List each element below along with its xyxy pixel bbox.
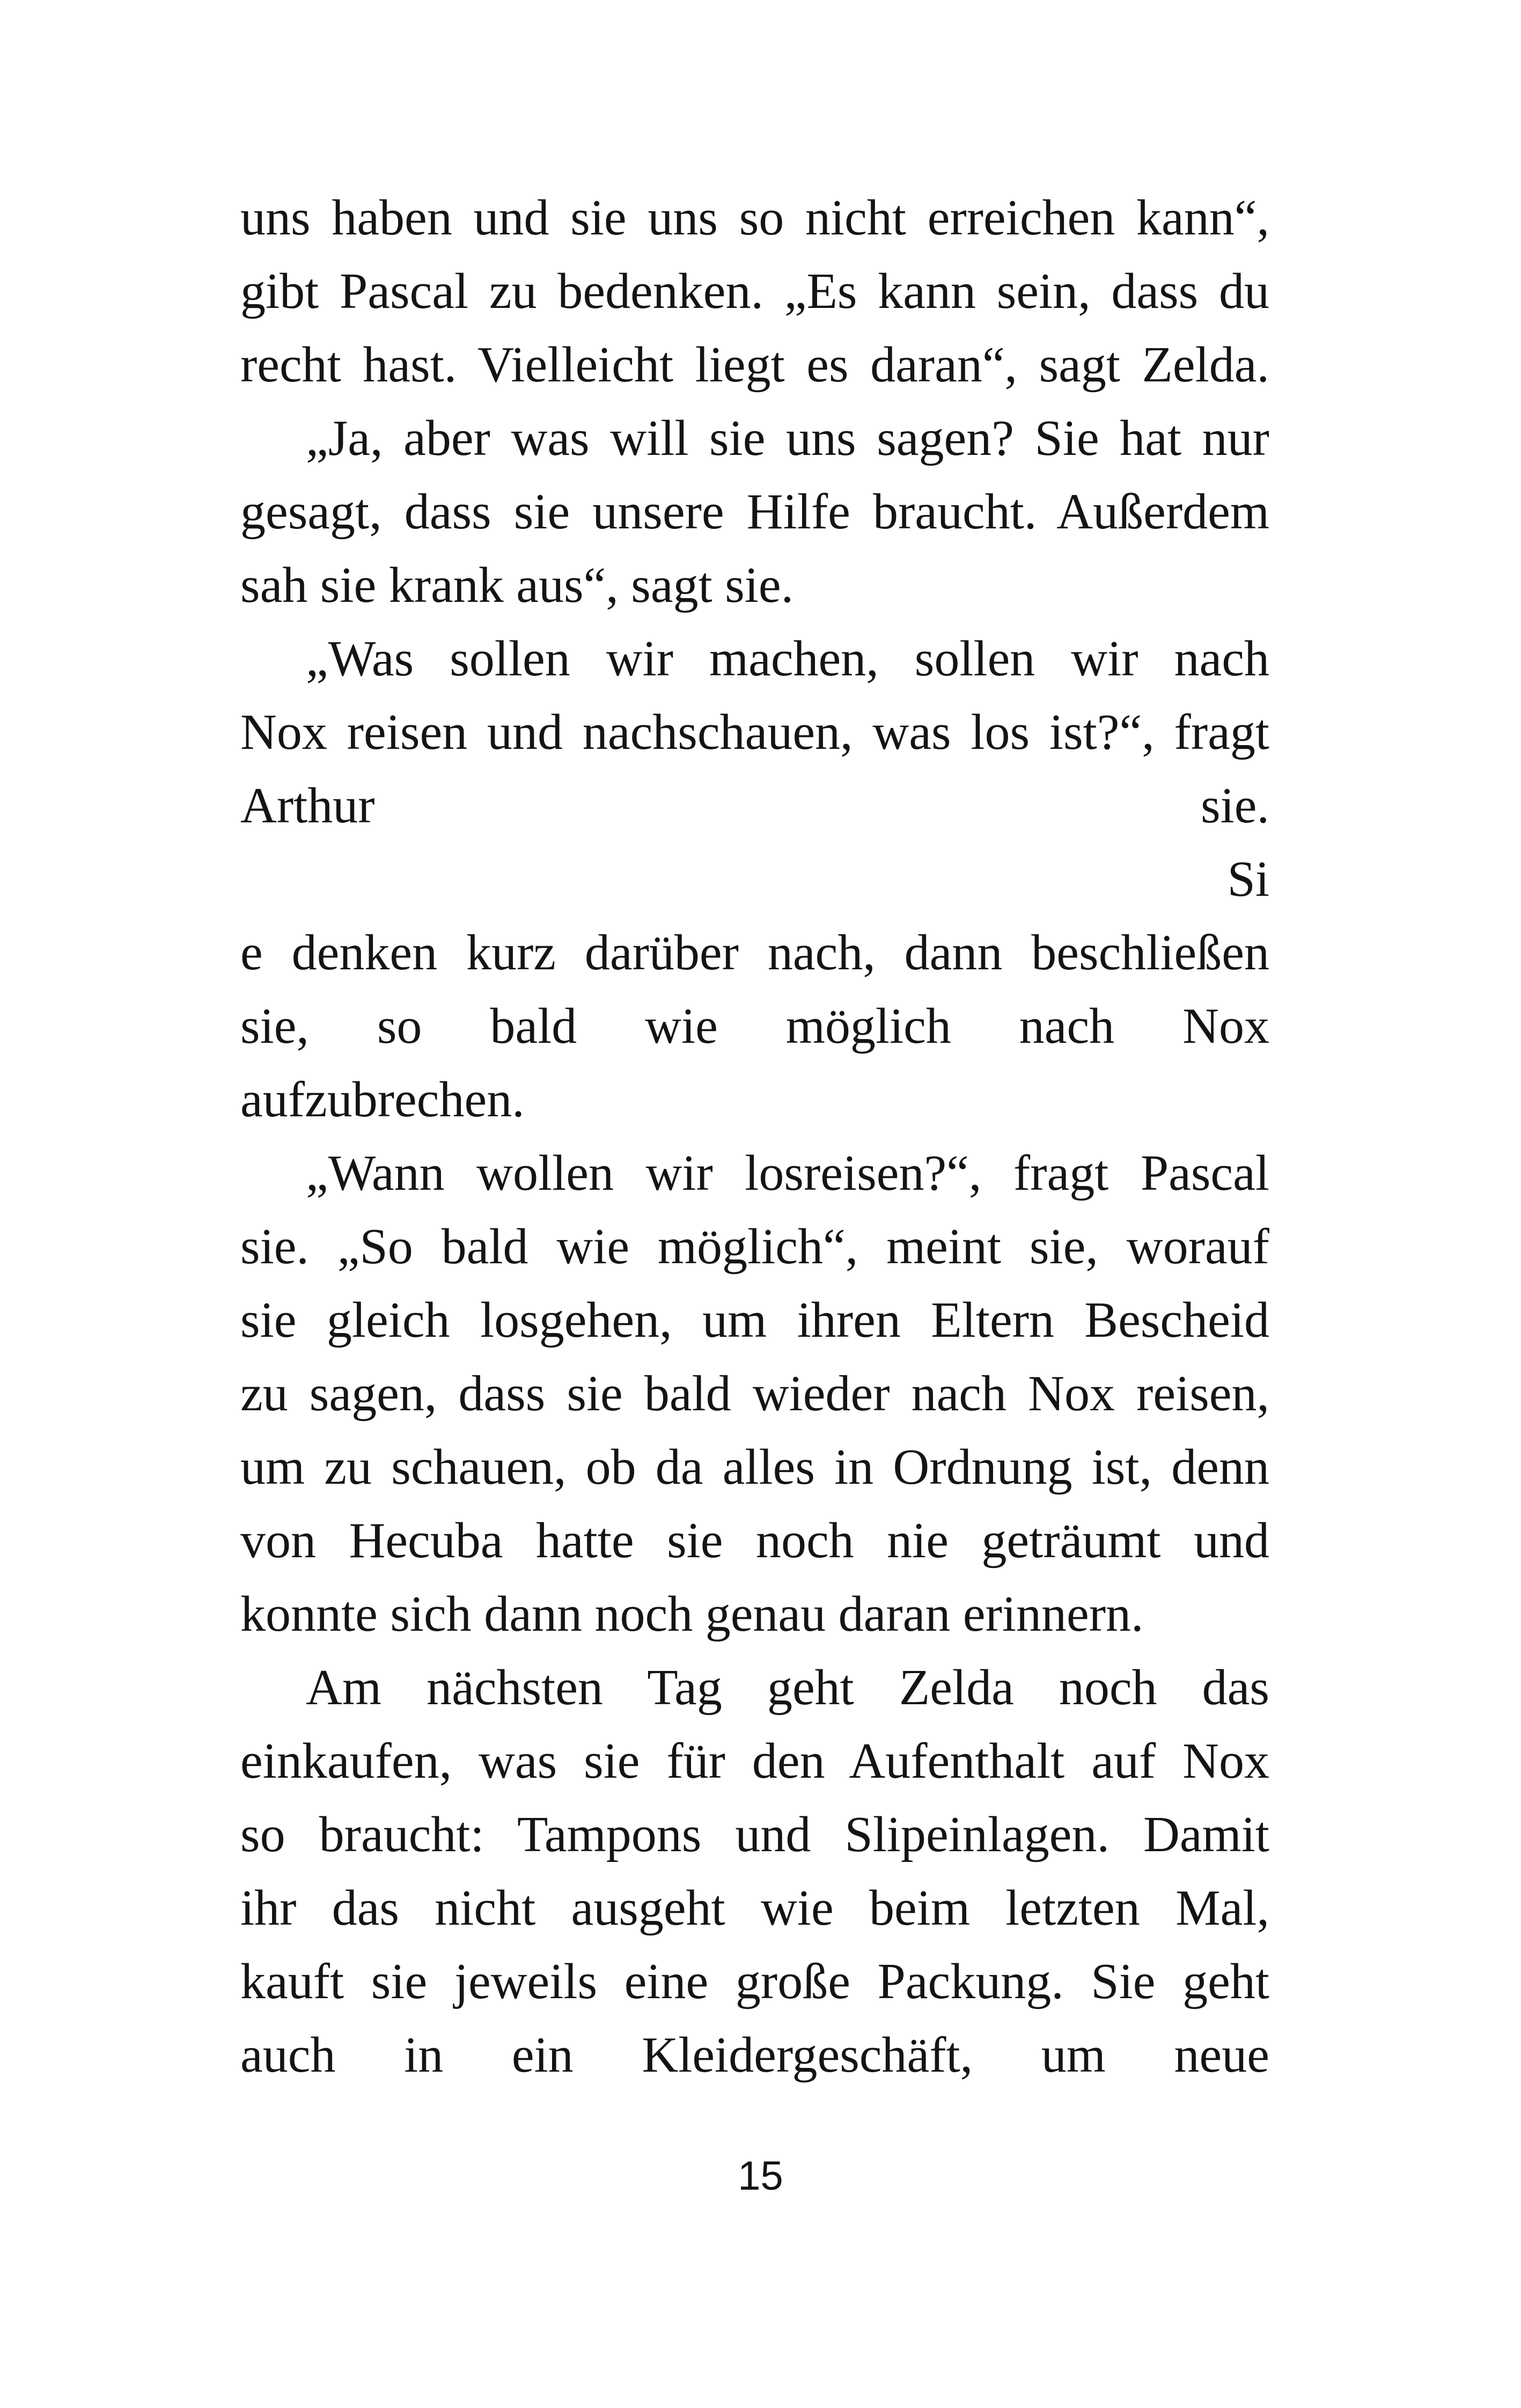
text-line: „Wann wollen wir losreisen?“, fragt Pascal <box>306 1145 1269 1201</box>
text-line: sie, so bald wie möglich nach Nox <box>240 998 1269 1054</box>
text-line: um zu schauen, ob da alles in Ordnung ist, denn <box>240 1439 1269 1495</box>
text-line: aufzubrechen. <box>240 1072 525 1128</box>
text-line: konnte sich dann noch genau daran erinnern. <box>240 1586 1144 1642</box>
text-line: Nox reisen und nachschauen, was los ist?“, fragt <box>240 704 1269 760</box>
text-line: Am nächsten Tag geht Zelda noch das <box>306 1660 1269 1715</box>
text-line: sie gleich losgehen, um ihren Eltern Bescheid <box>240 1292 1269 1348</box>
text-line: auch in ein Kleidergeschäft, um neue <box>240 2027 1269 2083</box>
text-line: gesagt, dass sie unsere Hilfe braucht. Außerdem <box>240 484 1269 540</box>
text-line: e denken kurz darüber nach, dann beschließen <box>240 925 1269 981</box>
text-line: „Was sollen wir machen, sollen wir nach <box>306 631 1269 687</box>
text-line: einkaufen, was sie für den Aufenthalt auf Nox <box>240 1733 1269 1789</box>
text-line: gibt Pascal zu bedenken. „Es kann sein, dass du <box>240 263 1269 319</box>
text-line: uns haben und sie uns so nicht erreichen kann“, <box>240 190 1269 246</box>
text-line: „Ja, aber was will sie uns sagen? Sie hat nur <box>306 410 1269 466</box>
text-line: Arthur sie. <box>240 778 1269 834</box>
text-line: zu sagen, dass sie bald wieder nach Nox reisen, <box>240 1366 1269 1422</box>
text-line: Si <box>1227 851 1269 907</box>
page-number: 15 <box>738 2153 783 2199</box>
text-line: recht hast. Vielleicht liegt es daran“, sagt Zelda. <box>240 337 1269 393</box>
text-line: kauft sie jeweils eine große Packung. Sie geht <box>240 1954 1269 2009</box>
text-line: ihr das nicht ausgeht wie beim letzten Mal, <box>240 1880 1269 1936</box>
text-line: so braucht: Tampons und Slipeinlagen. Damit <box>240 1807 1269 1862</box>
body-text <box>240 181 1269 2092</box>
text-line: sah sie krank aus“, sagt sie. <box>240 557 794 613</box>
text-line: sie. „So bald wie möglich“, meint sie, worauf <box>240 1219 1269 1275</box>
text-line: von Hecuba hatte sie noch nie geträumt und <box>240 1513 1269 1568</box>
